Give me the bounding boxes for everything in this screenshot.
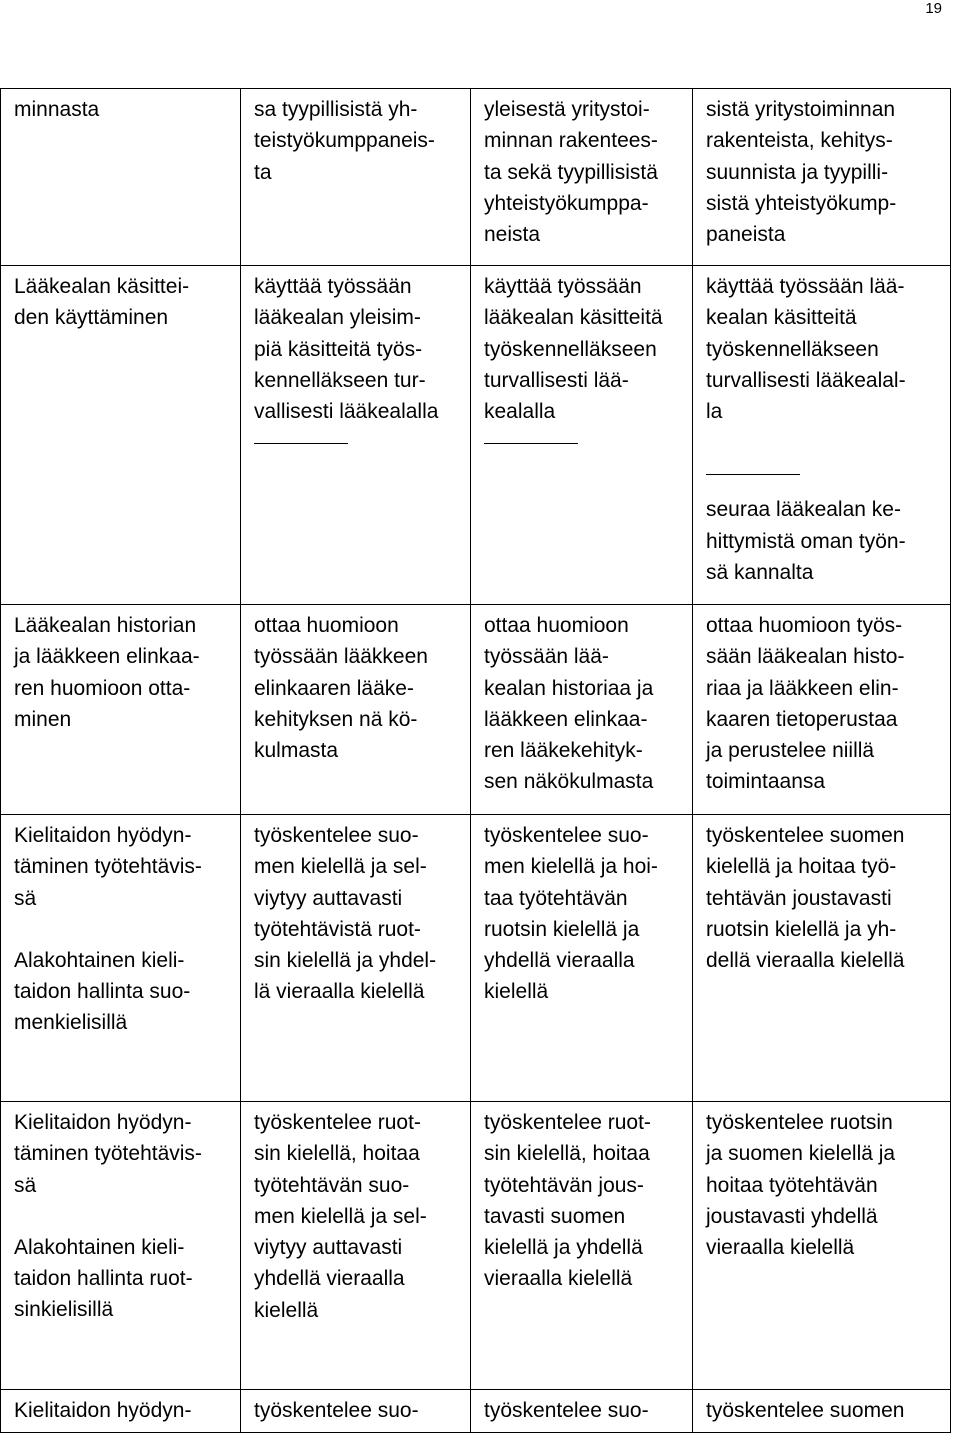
table-row	[1, 1102, 951, 1390]
level-1-cell	[241, 1102, 471, 1390]
cell-text-line: työskentelee suo-	[484, 1399, 649, 1422]
cell-text-line: kealalla	[484, 400, 556, 424]
level-1-cell	[241, 89, 471, 266]
cell-text-line: ta sekä tyypillisistä	[484, 160, 658, 184]
level-3-cell	[693, 815, 951, 1102]
blank-line	[484, 443, 578, 444]
cell-text-line: men kielellä ja sel-	[254, 855, 427, 879]
level-3-cell	[693, 266, 951, 605]
cell-text-line: tavasti suomen	[484, 1204, 626, 1228]
cell-text-line: yhteistyökumppa-	[484, 191, 649, 215]
cell-text-line: toimintaansa	[706, 770, 826, 794]
cell-text-line: seuraa lääkealan ke-	[706, 498, 901, 522]
cell-text-line: sistä yhteistyökump-	[706, 191, 897, 215]
cell-text-line: teistyökumppaneis-	[254, 129, 435, 153]
cell-text-line: viytyy auttavasti	[254, 1236, 403, 1260]
cell-text-line: dellä vieraalla kielellä	[706, 949, 905, 973]
cell-text-line: hoitaa työtehtävän	[706, 1173, 878, 1197]
blank-line	[254, 443, 348, 444]
cell-text-line: minnan rakentees-	[484, 129, 658, 153]
cell-text-line: lääkealan käsitteitä	[484, 306, 663, 330]
cell-text-line: kielellä	[254, 1298, 319, 1322]
cell-text-line: käyttää työssään	[254, 275, 412, 298]
cell-text-line: den käyttäminen	[14, 306, 169, 330]
cell-text-line: työskentelee suomen	[706, 824, 905, 847]
cell-text-line: sistä yritystoiminnan	[706, 98, 896, 121]
criterion-cell	[1, 89, 241, 266]
cell-text-line: suunnista ja tyypilli-	[706, 160, 889, 184]
table-row	[1, 89, 951, 266]
level-2-cell	[471, 1390, 693, 1433]
level-1-cell	[241, 815, 471, 1102]
level-2-cell	[471, 266, 693, 605]
cell-text-line: työtehtävän suo-	[254, 1173, 410, 1197]
cell-text-line: lä vieraalla kielellä	[254, 980, 425, 1004]
cell-text-line: sin kielellä, hoitaa	[254, 1142, 420, 1166]
level-1-cell	[241, 1390, 471, 1433]
cell-text-line: käyttää työssään lää-	[706, 275, 905, 298]
cell-text-line: työskentelee suomen	[706, 1399, 905, 1422]
level-3-cell	[693, 605, 951, 815]
cell-text-line: ottaa huomioon	[484, 614, 629, 637]
table-row	[1, 605, 951, 815]
cell-text-line: sään lääkealan histo-	[706, 645, 905, 669]
cell-text-line: työskentelee suo-	[254, 824, 419, 847]
cell-text-line: kealan historiaa ja	[484, 676, 654, 700]
cell-text-line: sä	[14, 1173, 37, 1197]
cell-text-line: kehityksen nä kö-	[254, 707, 418, 731]
cell-text-line: hittymistä oman työn-	[706, 529, 906, 553]
cell-text-line: turvallisesti lää-	[484, 368, 629, 392]
cell-text-line: ottaa huomioon työs-	[706, 614, 903, 637]
cell-text-line: ja lääkkeen elinkaa-	[14, 645, 200, 669]
cell-text-line: työtehtävän jous-	[484, 1173, 644, 1197]
cell-text-line: viytyy auttavasti	[254, 886, 403, 910]
cell-text-line: riaa ja lääkkeen elin-	[706, 676, 899, 700]
cell-text-line: neista	[484, 223, 541, 247]
criterion-cell	[1, 266, 241, 605]
level-3-cell	[693, 89, 951, 266]
cell-text-line: minnasta	[14, 98, 100, 121]
cell-text-line: yleisestä yritystoi-	[484, 98, 650, 121]
cell-text-line: työskennelläkseen	[484, 337, 657, 361]
cell-text-line: työssään lää-	[484, 645, 609, 669]
cell-text-line: sä	[14, 886, 37, 910]
cell-text-line: sin kielellä, hoitaa	[484, 1142, 650, 1166]
assessment-criteria-table	[0, 88, 951, 1433]
cell-text-line: kulmasta	[254, 739, 339, 763]
cell-text-line: työskentelee ruot-	[484, 1111, 651, 1134]
cell-text-line: ren lääkekehityk-	[484, 739, 643, 763]
cell-text-line: taidon hallinta suo-	[14, 980, 191, 1004]
level-3-cell	[693, 1390, 951, 1433]
cell-text-line: täminen työtehtävis-	[14, 1142, 202, 1166]
cell-text-line: ruotsin kielellä ja yh-	[706, 917, 897, 941]
table-row	[1, 266, 951, 605]
level-1-cell	[241, 266, 471, 605]
cell-text-line: yhdellä vieraalla	[484, 949, 635, 973]
level-2-cell	[471, 815, 693, 1102]
level-2-cell	[471, 89, 693, 266]
cell-text-line: Kielitaidon hyödyn-	[14, 1111, 192, 1134]
cell-text-line: lääkkeen elinkaa-	[484, 707, 648, 731]
cell-text-line: joustavasti yhdellä	[706, 1204, 878, 1228]
cell-text-line: rakenteista, kehitys-	[706, 129, 893, 153]
cell-text-line: Kielitaidon hyödyn-	[14, 1399, 192, 1422]
table-body	[1, 89, 951, 1433]
cell-text-line: Kielitaidon hyödyn-	[14, 824, 192, 847]
cell-text-line: kielellä ja yhdellä	[484, 1236, 643, 1260]
cell-text-line: työtehtävistä ruot-	[254, 917, 421, 941]
cell-text-line: Lääkealan historian	[14, 614, 197, 637]
cell-text-line: kielellä	[484, 980, 549, 1004]
cell-text-line: men kielellä ja sel-	[254, 1204, 427, 1228]
cell-text-line: menkielisillä	[14, 1011, 128, 1035]
criterion-cell	[1, 605, 241, 815]
level-3-cell	[693, 1102, 951, 1390]
cell-text-line: taidon hallinta ruot-	[14, 1267, 193, 1291]
cell-text-line: turvallisesti lääkealal-	[706, 368, 906, 392]
cell-text-line: ottaa huomioon	[254, 614, 399, 637]
cell-text-line: men kielellä ja hoi-	[484, 855, 658, 879]
cell-text-line: kielellä ja hoitaa työ-	[706, 855, 897, 879]
cell-text-line: Lääkealan käsittei-	[14, 275, 190, 298]
cell-text-line: sin kielellä ja yhdel-	[254, 949, 437, 973]
cell-text-line: työskentelee suo-	[254, 1399, 419, 1422]
cell-text-line: la	[706, 400, 723, 424]
cell-text-line: ruotsin kielellä ja	[484, 917, 640, 941]
cell-text-line: minen	[14, 707, 72, 731]
level-2-cell	[471, 605, 693, 815]
cell-text-line: kennelläkseen tur-	[254, 368, 426, 392]
cell-text-line: sä kannalta	[706, 561, 814, 585]
cell-text-line: yhdellä vieraalla	[254, 1267, 405, 1291]
cell-text-line: Alakohtainen kieli-	[14, 948, 185, 972]
table-row	[1, 815, 951, 1102]
cell-text-line: vieraalla kielellä	[706, 1236, 855, 1260]
criterion-cell	[1, 1102, 241, 1390]
cell-text-line: elinkaaren lääke-	[254, 676, 414, 700]
criterion-cell	[1, 815, 241, 1102]
cell-text-line: kaaren tietoperustaa	[706, 707, 898, 731]
cell-text-line: työskennelläkseen	[706, 337, 879, 361]
table-row	[1, 1390, 951, 1433]
cell-text-line: sinkielisillä	[14, 1298, 114, 1322]
level-2-cell	[471, 1102, 693, 1390]
cell-text-line: vallisesti lääkealalla	[254, 400, 439, 424]
cell-text-line: taa työtehtävän	[484, 886, 628, 910]
cell-text-line: työskentelee ruot-	[254, 1111, 421, 1134]
cell-text-line: ja perustelee niillä	[706, 739, 875, 763]
cell-text-line: käyttää työssään	[484, 275, 642, 298]
level-1-cell	[241, 605, 471, 815]
cell-text-line: vieraalla kielellä	[484, 1267, 633, 1291]
page-number: 19	[925, 0, 942, 17]
cell-text-line: kealan käsitteitä	[706, 306, 857, 330]
cell-text-line: työssään lääkkeen	[254, 645, 428, 669]
cell-text-line: ta	[254, 160, 272, 184]
cell-text-line: sen näkökulmasta	[484, 770, 654, 794]
cell-text-line: työskentelee ruotsin	[706, 1111, 893, 1134]
cell-text-line: Alakohtainen kieli-	[14, 1235, 185, 1259]
cell-text-line: työskentelee suo-	[484, 824, 649, 847]
cell-text-line: ren huomioon otta-	[14, 676, 191, 700]
cell-text-line: lääkealan yleisim-	[254, 306, 421, 330]
cell-text-line: sa tyypillisistä yh-	[254, 98, 418, 121]
cell-text-line: tehtävän joustavasti	[706, 886, 892, 910]
cell-text-line: paneista	[706, 223, 786, 247]
cell-text-line: ja suomen kielellä ja	[706, 1142, 896, 1166]
cell-text-line: piä käsitteitä työs-	[254, 337, 423, 361]
criterion-cell	[1, 1390, 241, 1433]
cell-text-line: täminen työtehtävis-	[14, 855, 202, 879]
